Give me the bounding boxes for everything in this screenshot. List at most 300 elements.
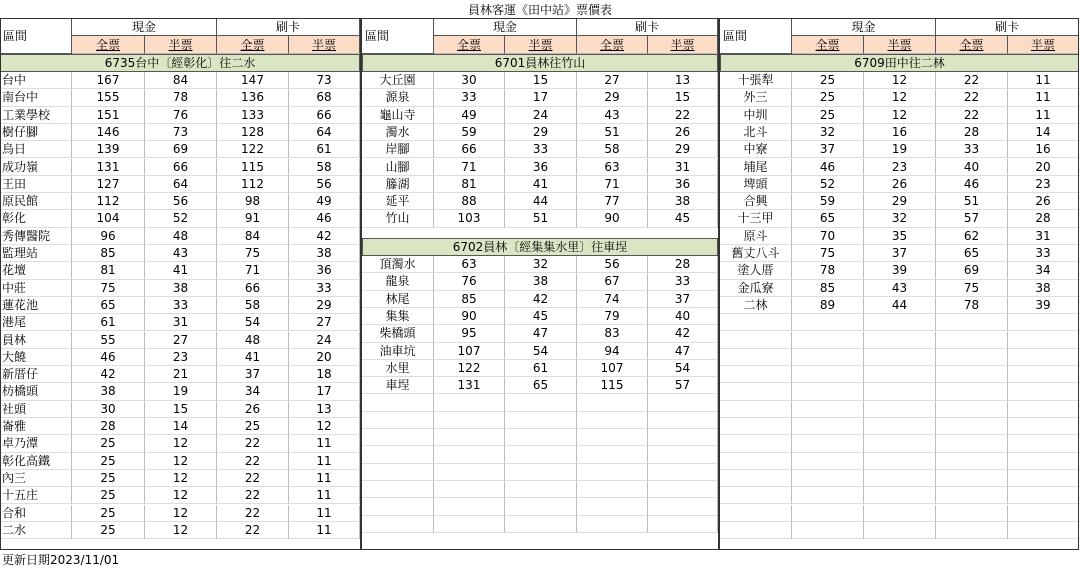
cash-full-fare: 155 <box>72 89 145 106</box>
card-half-fare: 36 <box>289 262 360 279</box>
empty-cell <box>1008 401 1079 418</box>
card-full-fare: 65 <box>936 245 1008 262</box>
cash-half-fare: 12 <box>145 435 217 452</box>
cash-half-fare: 12 <box>145 453 217 470</box>
table-row <box>720 228 1079 245</box>
card-half-fare: 27 <box>289 314 360 331</box>
empty-cell <box>1008 349 1079 366</box>
empty-cell <box>505 412 577 429</box>
header-card-half: 半票 <box>648 36 718 54</box>
empty-cell <box>434 516 505 533</box>
card-full-fare: 90 <box>577 210 648 227</box>
empty-cell <box>1008 522 1079 539</box>
station-name: 源泉 <box>362 89 434 106</box>
empty-cell <box>362 516 434 533</box>
card-half-fare: 36 <box>648 176 718 193</box>
card-full-fare: 128 <box>217 124 289 141</box>
card-half-fare: 40 <box>648 308 718 325</box>
empty-cell <box>864 435 936 452</box>
empty-cell <box>864 366 936 383</box>
card-full-fare: 43 <box>577 107 648 124</box>
empty-cell <box>720 435 792 452</box>
empty-cell <box>1008 366 1079 383</box>
empty-cell <box>1008 332 1079 349</box>
card-half-fare: 20 <box>1008 159 1079 176</box>
station-name: 崙雅 <box>0 418 72 435</box>
empty-cell <box>505 429 577 446</box>
empty-cell <box>864 314 936 331</box>
empty-cell <box>434 412 505 429</box>
station-name: 二水 <box>0 522 72 539</box>
card-half-fare: 73 <box>289 72 360 89</box>
cash-full-fare: 25 <box>72 453 145 470</box>
card-full-fare: 26 <box>217 401 289 418</box>
station-name: 油車坑 <box>362 343 434 360</box>
card-full-fare: 69 <box>936 262 1008 279</box>
cash-full-fare: 25 <box>792 107 864 124</box>
cash-half-fare: 65 <box>505 377 577 394</box>
empty-cell <box>792 366 864 383</box>
empty-cell <box>577 498 648 515</box>
table-row <box>0 401 360 418</box>
header-card: 刷卡 <box>577 18 718 36</box>
card-full-fare: 78 <box>936 297 1008 314</box>
table-row <box>720 262 1079 279</box>
empty-cell <box>648 498 718 515</box>
card-half-fare: 42 <box>648 325 718 342</box>
cash-half-fare: 36 <box>505 159 577 176</box>
table-row <box>0 245 360 262</box>
empty-cell <box>434 498 505 515</box>
cash-half-fare: 78 <box>145 89 217 106</box>
card-full-fare: 83 <box>577 325 648 342</box>
table-row <box>362 360 718 377</box>
empty-cell <box>577 464 648 481</box>
empty-cell <box>792 383 864 400</box>
cash-half-fare: 24 <box>505 107 577 124</box>
card-half-fare: 54 <box>648 360 718 377</box>
station-name: 延平 <box>362 193 434 210</box>
empty-row <box>720 383 1079 400</box>
table-row <box>0 522 360 539</box>
cash-half-fare: 19 <box>145 383 217 400</box>
card-full-fare: 37 <box>217 366 289 383</box>
cash-half-fare: 16 <box>864 124 936 141</box>
cash-full-fare: 65 <box>72 297 145 314</box>
station-name: 集集 <box>362 308 434 325</box>
station-name: 岸腳 <box>362 141 434 158</box>
card-half-fare: 45 <box>648 210 718 227</box>
card-full-fare: 136 <box>217 89 289 106</box>
cash-full-fare: 25 <box>72 435 145 452</box>
empty-cell <box>577 516 648 533</box>
header-cash-half: 半票 <box>864 36 936 54</box>
table-row <box>0 159 360 176</box>
header-card-half: 半票 <box>1008 36 1079 54</box>
table-row <box>362 291 718 308</box>
empty-cell <box>864 401 936 418</box>
cash-full-fare: 90 <box>434 308 505 325</box>
divider-2 <box>718 18 720 549</box>
table-row <box>0 89 360 106</box>
card-full-fare: 71 <box>577 176 648 193</box>
station-name: 柴橋頭 <box>362 325 434 342</box>
cash-full-fare: 59 <box>792 193 864 210</box>
empty-cell <box>864 522 936 539</box>
empty-cell <box>648 446 718 463</box>
cash-half-fare: 29 <box>505 124 577 141</box>
card-full-fare: 22 <box>217 522 289 539</box>
station-name: 舊丈八斗 <box>720 245 792 262</box>
empty-cell <box>792 314 864 331</box>
card-full-fare: 34 <box>217 383 289 400</box>
cash-half-fare: 33 <box>505 141 577 158</box>
station-name: 監理站 <box>0 245 72 262</box>
card-full-fare: 75 <box>217 245 289 262</box>
empty-cell <box>505 394 577 411</box>
empty-row <box>362 498 718 515</box>
empty-cell <box>936 453 1008 470</box>
table-row <box>0 193 360 210</box>
cash-half-fare: 39 <box>864 262 936 279</box>
empty-row <box>362 446 718 463</box>
card-full-fare: 133 <box>217 107 289 124</box>
cash-full-fare: 46 <box>72 349 145 366</box>
cash-half-fare: 42 <box>505 291 577 308</box>
table-row <box>0 366 360 383</box>
empty-cell <box>577 412 648 429</box>
cash-half-fare: 38 <box>505 273 577 290</box>
cash-half-fare: 52 <box>145 210 217 227</box>
card-half-fare: 37 <box>648 291 718 308</box>
empty-cell <box>936 349 1008 366</box>
cash-half-fare: 48 <box>145 228 217 245</box>
cash-half-fare: 56 <box>145 193 217 210</box>
cash-half-fare: 12 <box>145 522 217 539</box>
header-cash: 現金 <box>792 18 936 36</box>
card-full-fare: 29 <box>577 89 648 106</box>
station-name: 中寮 <box>720 141 792 158</box>
cash-full-fare: 66 <box>434 141 505 158</box>
station-name: 北斗 <box>720 124 792 141</box>
card-full-fare: 22 <box>936 72 1008 89</box>
card-half-fare: 26 <box>648 124 718 141</box>
cash-half-fare: 27 <box>145 332 217 349</box>
card-half-fare: 13 <box>648 72 718 89</box>
empty-cell <box>936 522 1008 539</box>
empty-cell <box>864 470 936 487</box>
empty-row <box>362 516 718 533</box>
table-row <box>0 228 360 245</box>
card-full-fare: 112 <box>217 176 289 193</box>
cash-half-fare: 15 <box>145 401 217 418</box>
table-row <box>720 124 1079 141</box>
cash-full-fare: 89 <box>792 297 864 314</box>
cash-half-fare: 15 <box>505 72 577 89</box>
card-half-fare: 11 <box>289 487 360 504</box>
station-name: 籐湖 <box>362 176 434 193</box>
empty-cell <box>792 453 864 470</box>
cash-full-fare: 30 <box>72 401 145 418</box>
cash-full-fare: 95 <box>434 325 505 342</box>
empty-cell <box>936 314 1008 331</box>
card-full-fare: 22 <box>217 435 289 452</box>
card-half-fare: 57 <box>648 377 718 394</box>
empty-row <box>720 418 1079 435</box>
station-name: 車埕 <box>362 377 434 394</box>
card-full-fare: 62 <box>936 228 1008 245</box>
cash-full-fare: 32 <box>792 124 864 141</box>
empty-row <box>720 453 1079 470</box>
cash-full-fare: 167 <box>72 72 145 89</box>
cash-half-fare: 76 <box>145 107 217 124</box>
empty-cell <box>505 498 577 515</box>
card-half-fare: 11 <box>1008 72 1079 89</box>
station-name: 南台中 <box>0 89 72 106</box>
table-row <box>0 418 360 435</box>
empty-cell <box>362 481 434 498</box>
card-half-fare: 11 <box>289 453 360 470</box>
card-half-fare: 42 <box>289 228 360 245</box>
cash-full-fare: 52 <box>792 176 864 193</box>
cash-full-fare: 75 <box>72 280 145 297</box>
cash-full-fare: 30 <box>434 72 505 89</box>
station-name: 蓮花池 <box>0 297 72 314</box>
table-row <box>0 383 360 400</box>
card-half-fare: 47 <box>648 343 718 360</box>
empty-cell <box>720 401 792 418</box>
cash-full-fare: 131 <box>434 377 505 394</box>
empty-cell <box>720 470 792 487</box>
cash-full-fare: 38 <box>72 383 145 400</box>
card-half-fare: 28 <box>648 256 718 273</box>
card-full-fare: 22 <box>217 487 289 504</box>
empty-cell <box>362 464 434 481</box>
empty-cell <box>1008 470 1079 487</box>
card-half-fare: 23 <box>1008 176 1079 193</box>
cash-half-fare: 33 <box>145 297 217 314</box>
card-full-fare: 22 <box>936 107 1008 124</box>
card-full-fare: 41 <box>217 349 289 366</box>
empty-cell <box>792 522 864 539</box>
empty-cell <box>792 487 864 504</box>
empty-cell <box>1008 453 1079 470</box>
cash-half-fare: 38 <box>145 280 217 297</box>
card-full-fare: 63 <box>577 159 648 176</box>
header-cash-full: 全票 <box>434 36 505 54</box>
table-row <box>0 262 360 279</box>
empty-cell <box>864 505 936 522</box>
empty-cell <box>648 412 718 429</box>
table-row <box>0 487 360 504</box>
table-row <box>720 193 1079 210</box>
cash-half-fare: 14 <box>145 418 217 435</box>
table-row <box>362 159 718 176</box>
empty-row <box>362 429 718 446</box>
empty-cell <box>434 464 505 481</box>
card-half-fare: 14 <box>1008 124 1079 141</box>
empty-row <box>720 314 1079 331</box>
route-title: 6735台中〔經彰化〕往二水 <box>0 54 360 72</box>
table-row <box>0 280 360 297</box>
cash-half-fare: 64 <box>145 176 217 193</box>
table-row <box>362 89 718 106</box>
card-half-fare: 11 <box>289 505 360 522</box>
empty-cell <box>936 332 1008 349</box>
table-row <box>362 72 718 89</box>
table-row <box>720 280 1079 297</box>
table-row <box>0 72 360 89</box>
card-full-fare: 66 <box>217 280 289 297</box>
table-row <box>0 332 360 349</box>
station-name: 山腳 <box>362 159 434 176</box>
card-half-fare: 34 <box>1008 262 1079 279</box>
empty-row <box>720 366 1079 383</box>
empty-cell <box>505 464 577 481</box>
empty-cell <box>720 505 792 522</box>
header-section-label: 區間 <box>0 18 72 54</box>
card-half-fare: 46 <box>289 210 360 227</box>
empty-cell <box>720 487 792 504</box>
station-name: 秀傳醫院 <box>0 228 72 245</box>
station-name: 工業學校 <box>0 107 72 124</box>
empty-cell <box>720 349 792 366</box>
cash-full-fare: 70 <box>792 228 864 245</box>
empty-cell <box>648 481 718 498</box>
table-row <box>362 273 718 290</box>
table-row <box>362 325 718 342</box>
card-half-fare: 61 <box>289 141 360 158</box>
empty-cell <box>720 314 792 331</box>
table-row <box>720 297 1079 314</box>
empty-cell <box>720 418 792 435</box>
empty-cell <box>577 429 648 446</box>
station-name: 合和 <box>0 505 72 522</box>
station-name: 卓乃潭 <box>0 435 72 452</box>
station-name: 內三 <box>0 470 72 487</box>
empty-cell <box>864 383 936 400</box>
table-row <box>362 210 718 227</box>
empty-cell <box>936 505 1008 522</box>
card-full-fare: 46 <box>936 176 1008 193</box>
cash-full-fare: 65 <box>792 210 864 227</box>
card-half-fare: 49 <box>289 193 360 210</box>
cash-half-fare: 43 <box>145 245 217 262</box>
empty-cell <box>1008 383 1079 400</box>
card-half-fare: 11 <box>289 470 360 487</box>
cash-full-fare: 112 <box>72 193 145 210</box>
empty-cell <box>792 332 864 349</box>
card-full-fare: 67 <box>577 273 648 290</box>
cash-half-fare: 44 <box>505 193 577 210</box>
station-name: 中莊 <box>0 280 72 297</box>
card-half-fare: 18 <box>289 366 360 383</box>
cash-full-fare: 131 <box>72 159 145 176</box>
empty-row <box>720 522 1079 539</box>
empty-row <box>362 481 718 498</box>
empty-cell <box>1008 435 1079 452</box>
cash-half-fare: 32 <box>505 256 577 273</box>
card-full-fare: 115 <box>577 377 648 394</box>
header-cash-full: 全票 <box>72 36 145 54</box>
card-half-fare: 68 <box>289 89 360 106</box>
page-title: 員林客運《田中站》票價表 <box>467 3 612 17</box>
station-name: 金瓜寮 <box>720 280 792 297</box>
card-half-fare: 17 <box>289 383 360 400</box>
station-name: 埔尾 <box>720 159 792 176</box>
empty-cell <box>362 446 434 463</box>
card-full-fare: 122 <box>217 141 289 158</box>
empty-row <box>720 332 1079 349</box>
cash-full-fare: 25 <box>72 522 145 539</box>
table-row <box>0 297 360 314</box>
table-row <box>362 193 718 210</box>
cash-half-fare: 51 <box>505 210 577 227</box>
table-row <box>0 349 360 366</box>
station-name: 彰化 <box>0 210 72 227</box>
station-name: 合興 <box>720 193 792 210</box>
cash-full-fare: 96 <box>72 228 145 245</box>
station-name: 水里 <box>362 360 434 377</box>
cash-full-fare: 85 <box>72 245 145 262</box>
card-full-fare: 147 <box>217 72 289 89</box>
cash-half-fare: 29 <box>864 193 936 210</box>
empty-cell <box>362 498 434 515</box>
table-row <box>0 470 360 487</box>
card-half-fare: 26 <box>1008 193 1079 210</box>
cash-full-fare: 55 <box>72 332 145 349</box>
table-row <box>720 159 1079 176</box>
cash-half-fare: 12 <box>864 107 936 124</box>
empty-cell <box>864 418 936 435</box>
card-full-fare: 51 <box>577 124 648 141</box>
cash-half-fare: 54 <box>505 343 577 360</box>
cash-full-fare: 85 <box>792 280 864 297</box>
header-card-full: 全票 <box>217 36 289 54</box>
cash-full-fare: 81 <box>72 262 145 279</box>
station-name: 十五庄 <box>0 487 72 504</box>
header-card: 刷卡 <box>217 18 360 36</box>
empty-cell <box>792 418 864 435</box>
station-name: 外三 <box>720 89 792 106</box>
empty-row <box>720 470 1079 487</box>
station-name: 花壇 <box>0 262 72 279</box>
table-row <box>362 141 718 158</box>
card-half-fare: 33 <box>648 273 718 290</box>
station-name: 大丘園 <box>362 72 434 89</box>
cash-full-fare: 88 <box>434 193 505 210</box>
card-full-fare: 33 <box>936 141 1008 158</box>
cash-full-fare: 71 <box>434 159 505 176</box>
table-row <box>0 453 360 470</box>
table-row <box>720 210 1079 227</box>
cash-half-fare: 69 <box>145 141 217 158</box>
cash-half-fare: 66 <box>145 159 217 176</box>
station-name: 成功嶺 <box>0 159 72 176</box>
cash-half-fare: 12 <box>145 505 217 522</box>
empty-cell <box>648 516 718 533</box>
station-name: 龜山寺 <box>362 107 434 124</box>
card-half-fare: 33 <box>1008 245 1079 262</box>
card-half-fare: 11 <box>1008 107 1079 124</box>
empty-cell <box>936 418 1008 435</box>
empty-cell <box>362 429 434 446</box>
cash-half-fare: 84 <box>145 72 217 89</box>
station-name: 烏日 <box>0 141 72 158</box>
station-name: 中圳 <box>720 107 792 124</box>
cash-full-fare: 151 <box>72 107 145 124</box>
empty-row <box>720 487 1079 504</box>
